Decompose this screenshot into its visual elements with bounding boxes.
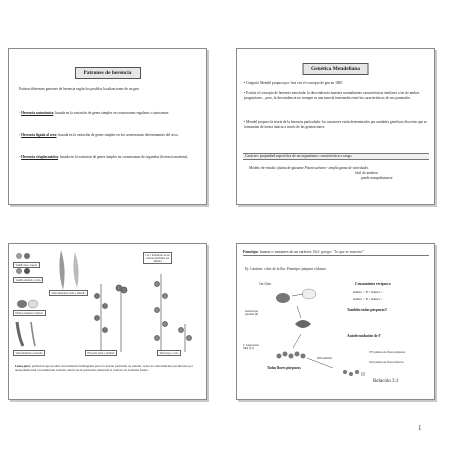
pod-yellow-icon xyxy=(73,252,78,288)
ratio-label: Relación 3:1 xyxy=(373,379,399,384)
slide2-bullet-2: • Existía el concepto de herencia mezclada: la descendencia muestra normalmente características similares a las de ambos progenitores... pero, la descendencia no siempre es una mezcla intermedia entre las características de sus parentales. xyxy=(244,91,420,100)
slide1-intro: Existen diferentes patrones de herencia según los posibles localizaciones de un gen: xyxy=(19,87,140,91)
modelo-label: Modelo de estudio: planta de guisante xyxy=(249,166,304,170)
label-seed-color: Semilla amarilla o verde xyxy=(13,277,43,283)
slide1-item-autosomica: - Herencia autosómica: basada en la variación de genes simples en cromosomas regulares o autosomas. xyxy=(19,111,170,115)
linea-pura-text: : población que produce descendencia homogénea para el carácter particular en estudio; todos los descendientes producidos por autopolinización o fecundación cruzada, dentro de la población, muestran el carácter de la misma forma. xyxy=(15,364,193,373)
term-citoplasmatica: Herencia citoplasmática xyxy=(21,155,59,159)
slide-patrones-herencia xyxy=(8,48,207,205)
arrow-pod-to-f1-icon xyxy=(293,334,301,348)
callout-line-2: carácter estudiadas por xyxy=(145,256,170,260)
p-label-line-1: Generación xyxy=(245,310,258,313)
reciprocal-cross-label: Cruzamiento recíproco xyxy=(355,282,391,286)
p-label-line-2: parental (P) xyxy=(245,313,259,317)
terminal-flowering-plant-icon xyxy=(116,285,127,352)
slide-genetica-mendeliana xyxy=(236,48,435,205)
yellow-seed-icon xyxy=(16,268,22,274)
green-seed-icon xyxy=(24,268,30,274)
f2-plants-icon xyxy=(343,370,365,376)
callout-seven-traits xyxy=(143,252,172,264)
linea-pura-definition xyxy=(15,364,203,372)
fenotipo-text: : formas o variantes de un carácter. xyxy=(257,250,313,254)
modelo-reason-1: - amplia gama de variedades xyxy=(326,166,369,170)
purple-parent-flower-icon xyxy=(276,293,290,303)
label-stem-length: Tallo largo o corto xyxy=(157,350,181,356)
cross-a: hembra ♀ B × hembra ♂ xyxy=(353,290,383,294)
callout-line-1: Las 7 diferencias en un xyxy=(145,253,170,257)
caracter-definition: Carácter: propiedad específica de un organismo; característica o rasgo. xyxy=(243,153,429,160)
slide2-bullet-3: • Mendel propuso la teoría de la herencia particulada: los caracteres están determinados por unidades genéticas discretas que se transmiten de forma intacta a través de las generaciones. xyxy=(244,120,427,129)
text-citoplasmatica: : basada en la variación de genes simples en cromosomas de organelas (herencia materna). xyxy=(58,155,189,159)
modelo-reason-3: puede autopolinizarse xyxy=(361,176,393,180)
f1-purple-plants-icon xyxy=(277,352,306,359)
p-generation-label xyxy=(245,310,258,317)
page-number: 1 xyxy=(418,424,422,432)
f1-generation-label xyxy=(243,344,259,351)
inflated-pod-icon xyxy=(17,322,23,346)
white-flower-icon xyxy=(28,300,38,308)
text-sexo: : basada en la variación de genes simples en los cromosomas determinantes del sexo. xyxy=(56,133,179,137)
linea-pura-term: Línea pura xyxy=(15,364,31,368)
tall-plant-icon xyxy=(155,274,168,352)
callout-line-3: Mendel xyxy=(153,259,162,263)
slide1-item-citoplasmatica: - Herencia citoplasmática: basada en la variación de genes simples en cromosomas de organelas (herencia materna). xyxy=(19,155,189,159)
f2-white-count: 224 plantas de flores blancas xyxy=(369,360,404,364)
slide2-title: Genética Mendeliana xyxy=(302,63,369,75)
bullet-1-text: Gregorio Mendel propuso por 1era vez el concepto de gen en 1865 xyxy=(246,81,343,85)
bullet-2-text: Existía el concepto de herencia mezclada: la descendencia muestra normalmente características similares a las de ambos progenitores... pero, la descendencia no siempre es una mezcla intermedia entre las características de sus parentales. xyxy=(244,91,420,100)
cross-diagram xyxy=(237,244,435,400)
label-pod-shape: Vaina hinchada o estrecha xyxy=(13,350,45,356)
slide2-bullet-1: • Gregorio Mendel propuso por 1era vez el concepto de gen en 1865 xyxy=(244,81,343,85)
pollination-arrow-icon xyxy=(292,294,303,296)
f2-seed-count: 929 semillas xyxy=(317,356,333,360)
fenotipo-quote: Del: griego: "lo que se muestra" xyxy=(313,250,364,254)
reciprocal-result: También todas púrpuras!! xyxy=(347,308,388,312)
slide-siete-caracteres xyxy=(8,243,207,400)
bullet-3-text: Mendel propuso la teoría de la herencia particulada: los caracteres están determinados por unidades genéticas discretas que se transmiten de forma intacta a través de las generaciones. xyxy=(244,120,427,129)
term-sexo: Herencia ligada al sexo xyxy=(21,133,57,137)
fenotipo-term: Fenotipo xyxy=(243,250,258,254)
modelo-estudio xyxy=(249,166,435,171)
label-flower-color: Pétalos púrpuras o blancos xyxy=(13,310,46,316)
axial-flowering-plant-icon xyxy=(95,284,108,352)
f1-label-line-1: 1ª Generación xyxy=(243,344,259,347)
slide-fenotipo xyxy=(236,243,435,400)
constricted-pod-icon xyxy=(31,322,35,346)
f1-label-line-2: filial (F1) xyxy=(243,347,254,351)
example-text: Ej: Carácter: color de la flor. Fenotipo: púrpura o blanco xyxy=(245,267,327,271)
purple-flower-icon xyxy=(17,300,27,308)
pea-pod-icon xyxy=(295,320,311,328)
modelo-species: Pisum sativum xyxy=(304,166,326,170)
white-parent-flower-icon xyxy=(302,289,316,299)
cross-b: hembra ♀ B × hembra ♂ xyxy=(353,297,383,301)
slide1-item-sexo: - Herencia ligada al sexo: basada en la variación de genes simples en los cromosomas determinantes del sexo. xyxy=(19,133,179,137)
self-fertilization-label: Autofecundación de F xyxy=(347,334,381,338)
text-autosomica: : basada en la variación de genes simples en cromosomas regulares o autosomas. xyxy=(53,111,170,115)
f2-purple-count: 705 plantas de flores púrpuras xyxy=(369,350,406,354)
generation-label: 1er Gen: xyxy=(259,282,272,286)
modelo-reason-2: fácil de analizar xyxy=(355,171,378,175)
arrow-p-to-pod-icon xyxy=(297,306,301,318)
label-pod-color: Vaina inmadura verde o amarilla xyxy=(49,290,88,296)
term-autosomica: Herencia autosómica xyxy=(21,111,54,115)
f1-result: Todas flores púrpuras xyxy=(267,366,301,370)
label-flower-position: Floración axial o terminal xyxy=(85,350,117,356)
wrinkled-seed-icon xyxy=(24,253,30,259)
slide1-title: Patrones de herencia xyxy=(74,67,140,79)
label-seed-shape: Semilla lisa o rugosa xyxy=(13,262,40,268)
short-plant-icon xyxy=(179,324,192,352)
smooth-seed-icon xyxy=(16,253,22,259)
pod-green-icon xyxy=(59,250,64,290)
